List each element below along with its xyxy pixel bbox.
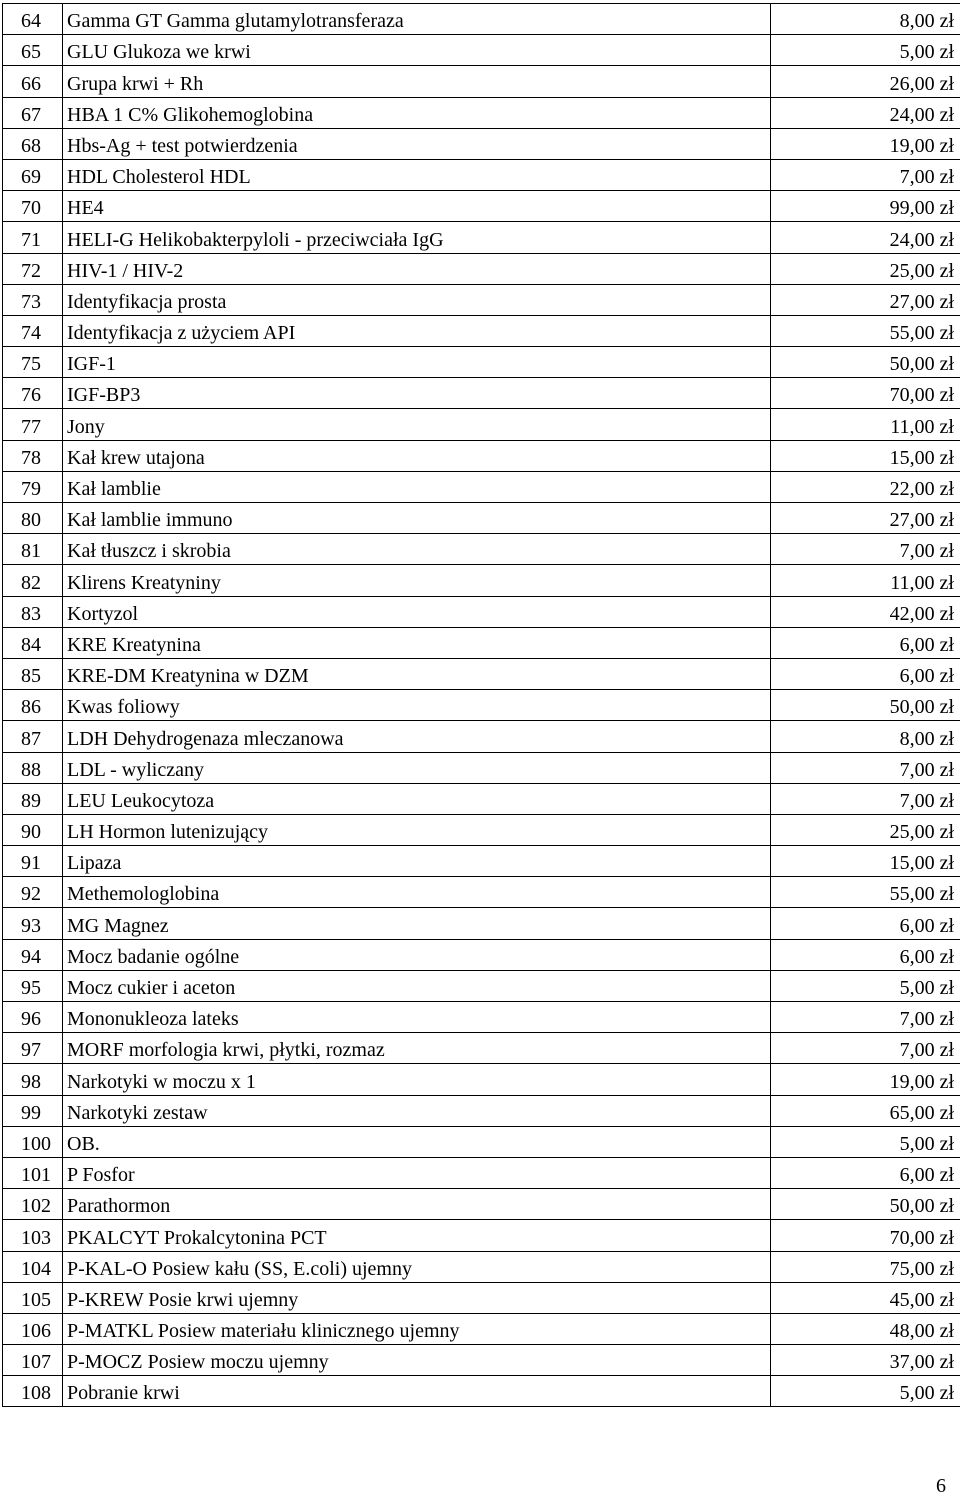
row-number: 81 [3, 534, 63, 565]
table-row [3, 596, 960, 627]
row-number: 92 [3, 877, 63, 908]
table-row [3, 1064, 960, 1095]
table-row [3, 128, 960, 159]
row-number: 67 [3, 97, 63, 128]
test-name: HIV-1 / HIV-2 [63, 253, 771, 284]
test-price: 7,00 zł [771, 1033, 960, 1064]
test-price: 19,00 zł [771, 1064, 960, 1095]
table-row [3, 783, 960, 814]
test-price: 5,00 zł [771, 1376, 960, 1407]
test-name: KRE-DM Kreatynina w DZM [63, 658, 771, 689]
table-row [3, 97, 960, 128]
test-name: KRE Kreatynina [63, 627, 771, 658]
test-name: Lipaza [63, 846, 771, 877]
test-price: 50,00 zł [771, 690, 960, 721]
test-price: 55,00 zł [771, 315, 960, 346]
row-number: 102 [3, 1189, 63, 1220]
price-table [2, 3, 960, 1407]
test-name: OB. [63, 1126, 771, 1157]
test-price: 5,00 zł [771, 970, 960, 1001]
test-name: Kwas foliowy [63, 690, 771, 721]
row-number: 77 [3, 409, 63, 440]
row-number: 75 [3, 347, 63, 378]
table-row [3, 970, 960, 1001]
test-price: 15,00 zł [771, 440, 960, 471]
row-number: 107 [3, 1345, 63, 1376]
test-price: 25,00 zł [771, 253, 960, 284]
table-row [3, 471, 960, 502]
test-name: HDL Cholesterol HDL [63, 159, 771, 190]
table-row [3, 440, 960, 471]
test-name: IGF-1 [63, 347, 771, 378]
test-price: 70,00 zł [771, 1220, 960, 1251]
test-price: 11,00 zł [771, 565, 960, 596]
table-row [3, 503, 960, 534]
row-number: 82 [3, 565, 63, 596]
test-name: P-MOCZ Posiew moczu ujemny [63, 1345, 771, 1376]
table-row [3, 1033, 960, 1064]
test-name: HELI-G Helikobakterpyloli - przeciwciała IgG [63, 222, 771, 253]
test-price: 48,00 zł [771, 1313, 960, 1344]
test-price: 7,00 zł [771, 534, 960, 565]
row-number: 69 [3, 159, 63, 190]
row-number: 66 [3, 66, 63, 97]
test-name: Grupa krwi + Rh [63, 66, 771, 97]
row-number: 105 [3, 1282, 63, 1313]
test-name: Klirens Kreatyniny [63, 565, 771, 596]
test-name: P-KREW Posie krwi ujemny [63, 1282, 771, 1313]
test-price: 6,00 zł [771, 939, 960, 970]
row-number: 85 [3, 658, 63, 689]
test-price: 27,00 zł [771, 503, 960, 534]
table-row [3, 1282, 960, 1313]
test-price: 22,00 zł [771, 471, 960, 502]
test-name: Kał lamblie [63, 471, 771, 502]
test-name: HBA 1 C% Glikohemoglobina [63, 97, 771, 128]
test-price: 25,00 zł [771, 814, 960, 845]
test-price: 26,00 zł [771, 66, 960, 97]
test-name: LH Hormon lutenizujący [63, 814, 771, 845]
table-row [3, 159, 960, 190]
row-number: 64 [3, 4, 63, 35]
table-row [3, 1251, 960, 1282]
test-name: Kortyzol [63, 596, 771, 627]
test-name: Identyfikacja z użyciem API [63, 315, 771, 346]
row-number: 96 [3, 1002, 63, 1033]
test-name: PKALCYT Prokalcytonina PCT [63, 1220, 771, 1251]
test-name: MG Magnez [63, 908, 771, 939]
row-number: 83 [3, 596, 63, 627]
row-number: 73 [3, 284, 63, 315]
row-number: 65 [3, 35, 63, 66]
test-name: LDH Dehydrogenaza mleczanowa [63, 721, 771, 752]
row-number: 93 [3, 908, 63, 939]
row-number: 86 [3, 690, 63, 721]
table-row [3, 939, 960, 970]
test-name: Identyfikacja prosta [63, 284, 771, 315]
table-row [3, 877, 960, 908]
test-price: 7,00 zł [771, 752, 960, 783]
test-price: 37,00 zł [771, 1345, 960, 1376]
test-name: Hbs-Ag + test potwierdzenia [63, 128, 771, 159]
table-row [3, 565, 960, 596]
table-row [3, 534, 960, 565]
test-name: Kał krew utajona [63, 440, 771, 471]
test-name: LDL - wyliczany [63, 752, 771, 783]
table-row [3, 409, 960, 440]
table-row [3, 1126, 960, 1157]
row-number: 88 [3, 752, 63, 783]
test-price: 55,00 zł [771, 877, 960, 908]
test-name: Mocz badanie ogólne [63, 939, 771, 970]
table-row [3, 1095, 960, 1126]
table-row [3, 846, 960, 877]
test-price: 8,00 zł [771, 4, 960, 35]
row-number: 108 [3, 1376, 63, 1407]
test-name: HE4 [63, 191, 771, 222]
test-price: 45,00 zł [771, 1282, 960, 1313]
test-price: 19,00 zł [771, 128, 960, 159]
table-row [3, 4, 960, 35]
row-number: 74 [3, 315, 63, 346]
test-price: 27,00 zł [771, 284, 960, 315]
row-number: 70 [3, 191, 63, 222]
test-name: Jony [63, 409, 771, 440]
table-row [3, 66, 960, 97]
page-number: 6 [936, 1475, 946, 1497]
test-price: 7,00 zł [771, 783, 960, 814]
row-number: 76 [3, 378, 63, 409]
table-row [3, 1376, 960, 1407]
table-row [3, 222, 960, 253]
price-table-body [3, 4, 960, 1407]
test-name: Pobranie krwi [63, 1376, 771, 1407]
test-price: 8,00 zł [771, 721, 960, 752]
test-price: 24,00 zł [771, 97, 960, 128]
test-price: 50,00 zł [771, 1189, 960, 1220]
test-price: 75,00 zł [771, 1251, 960, 1282]
table-row [3, 814, 960, 845]
row-number: 79 [3, 471, 63, 502]
test-price: 99,00 zł [771, 191, 960, 222]
row-number: 71 [3, 222, 63, 253]
table-row [3, 690, 960, 721]
table-row [3, 658, 960, 689]
test-price: 11,00 zł [771, 409, 960, 440]
test-name: P-KAL-O Posiew kału (SS, E.coli) ujemny [63, 1251, 771, 1282]
test-price: 42,00 zł [771, 596, 960, 627]
table-row [3, 908, 960, 939]
row-number: 106 [3, 1313, 63, 1344]
test-price: 6,00 zł [771, 627, 960, 658]
test-name: Methemologlobina [63, 877, 771, 908]
test-name: Narkotyki zestaw [63, 1095, 771, 1126]
row-number: 95 [3, 970, 63, 1001]
row-number: 84 [3, 627, 63, 658]
table-row [3, 253, 960, 284]
test-price: 70,00 zł [771, 378, 960, 409]
table-row [3, 1002, 960, 1033]
table-row [3, 35, 960, 66]
table-row [3, 284, 960, 315]
row-number: 104 [3, 1251, 63, 1282]
row-number: 101 [3, 1157, 63, 1188]
table-row [3, 1157, 960, 1188]
test-price: 6,00 zł [771, 1157, 960, 1188]
table-row [3, 347, 960, 378]
test-price: 6,00 zł [771, 908, 960, 939]
table-row [3, 1313, 960, 1344]
row-number: 72 [3, 253, 63, 284]
test-name: LEU Leukocytoza [63, 783, 771, 814]
test-price: 6,00 zł [771, 658, 960, 689]
test-name: Gamma GT Gamma glutamylotransferaza [63, 4, 771, 35]
test-price: 5,00 zł [771, 1126, 960, 1157]
test-price: 5,00 zł [771, 35, 960, 66]
row-number: 68 [3, 128, 63, 159]
test-price: 50,00 zł [771, 347, 960, 378]
test-name: MORF morfologia krwi, płytki, rozmaz [63, 1033, 771, 1064]
table-row [3, 721, 960, 752]
test-name: IGF-BP3 [63, 378, 771, 409]
test-name: Kał lamblie immuno [63, 503, 771, 534]
test-name: Mocz cukier i aceton [63, 970, 771, 1001]
test-price: 7,00 zł [771, 1002, 960, 1033]
row-number: 91 [3, 846, 63, 877]
table-row [3, 191, 960, 222]
test-price: 7,00 zł [771, 159, 960, 190]
row-number: 98 [3, 1064, 63, 1095]
table-row [3, 378, 960, 409]
row-number: 87 [3, 721, 63, 752]
row-number: 99 [3, 1095, 63, 1126]
table-row [3, 752, 960, 783]
table-row [3, 1220, 960, 1251]
test-name: Narkotyki w moczu x 1 [63, 1064, 771, 1095]
row-number: 103 [3, 1220, 63, 1251]
row-number: 89 [3, 783, 63, 814]
row-number: 97 [3, 1033, 63, 1064]
table-row [3, 627, 960, 658]
test-name: P Fosfor [63, 1157, 771, 1188]
row-number: 100 [3, 1126, 63, 1157]
row-number: 90 [3, 814, 63, 845]
test-price: 15,00 zł [771, 846, 960, 877]
test-name: Parathormon [63, 1189, 771, 1220]
test-price: 65,00 zł [771, 1095, 960, 1126]
table-row [3, 315, 960, 346]
table-row [3, 1189, 960, 1220]
test-price: 24,00 zł [771, 222, 960, 253]
row-number: 78 [3, 440, 63, 471]
table-row [3, 1345, 960, 1376]
test-name: GLU Glukoza we krwi [63, 35, 771, 66]
test-name: Mononukleoza lateks [63, 1002, 771, 1033]
row-number: 94 [3, 939, 63, 970]
row-number: 80 [3, 503, 63, 534]
test-name: Kał tłuszcz i skrobia [63, 534, 771, 565]
test-name: P-MATKL Posiew materiału klinicznego ujemny [63, 1313, 771, 1344]
